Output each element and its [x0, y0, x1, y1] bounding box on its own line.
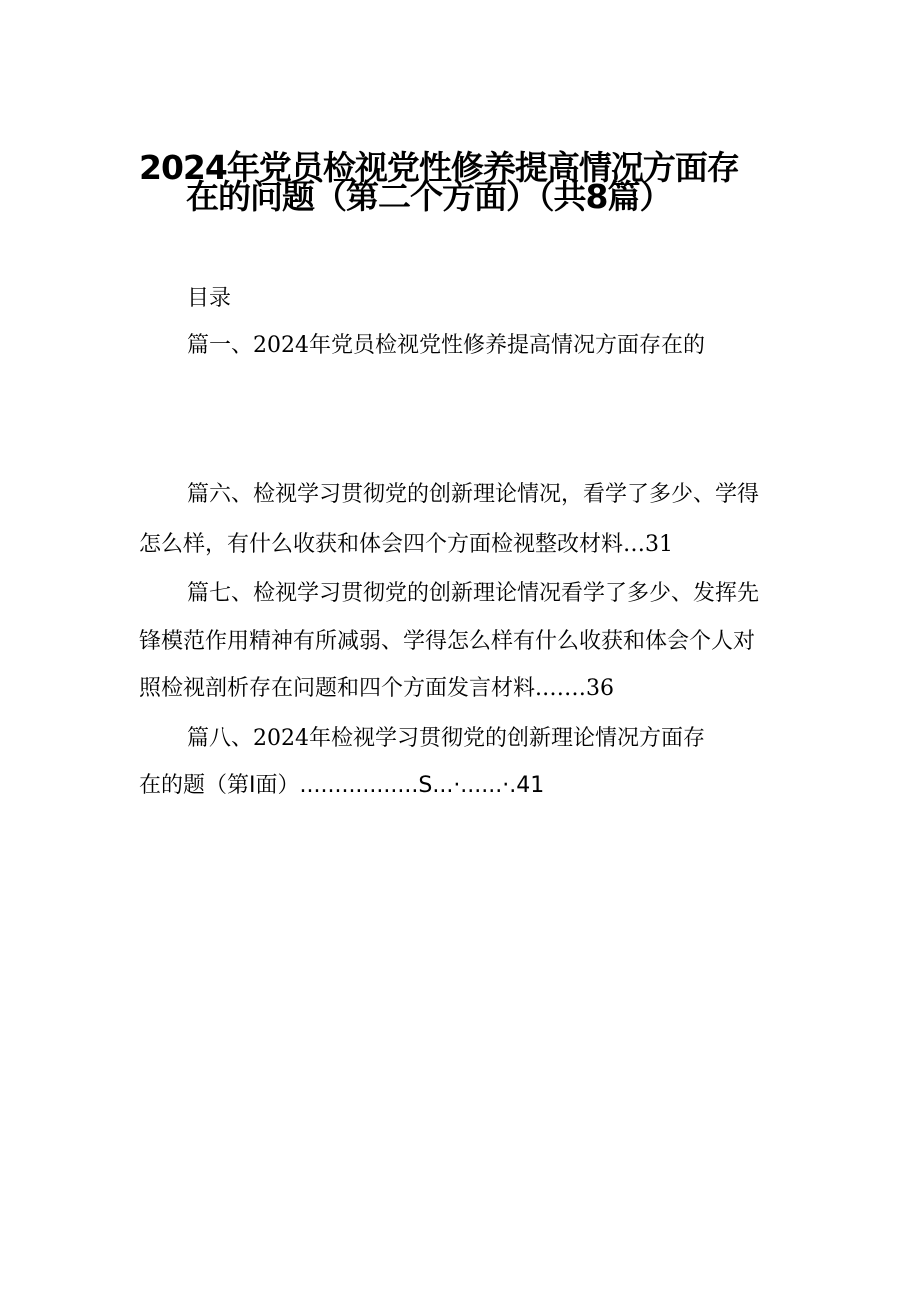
toc-entry-7-line-2: 锋模范作用精神有所减弱、学得怎么样有什么收获和体会个人对 — [139, 629, 756, 654]
document-title-line-1: 2024年党员检视党性修养提高情况方面存 — [139, 148, 739, 187]
document-title-line-2: 在的问题（第二个方面）（共8篇） — [186, 177, 672, 216]
toc-entry-7-line-1: 篇七、检视学习贯彻党的创新理论情况看学了多少、发挥先 — [187, 581, 760, 606]
toc-heading: 目录 — [187, 286, 232, 311]
toc-entry-6-line-1: 篇六、检视学习贯彻党的创新理论情况，看学了多少、学得 — [187, 482, 760, 507]
toc-entry-7-line-3: 照检视剖析存在问题和四个方面发言材料.……36 — [139, 676, 614, 701]
toc-entry-8-line-2: 在的题（第I面）.................S...·......·.41 — [139, 773, 545, 798]
toc-entry-6-line-2: 怎么样，有什么收获和体会四个方面检视整改材料…31 — [139, 532, 673, 557]
toc-entry-1-line-1: 篇一、2024年党员检视党性修养提高情况方面存在的 — [187, 333, 705, 358]
toc-entry-8-line-1: 篇八、2024年检视学习贯彻党的创新理论情况方面存 — [187, 726, 705, 751]
